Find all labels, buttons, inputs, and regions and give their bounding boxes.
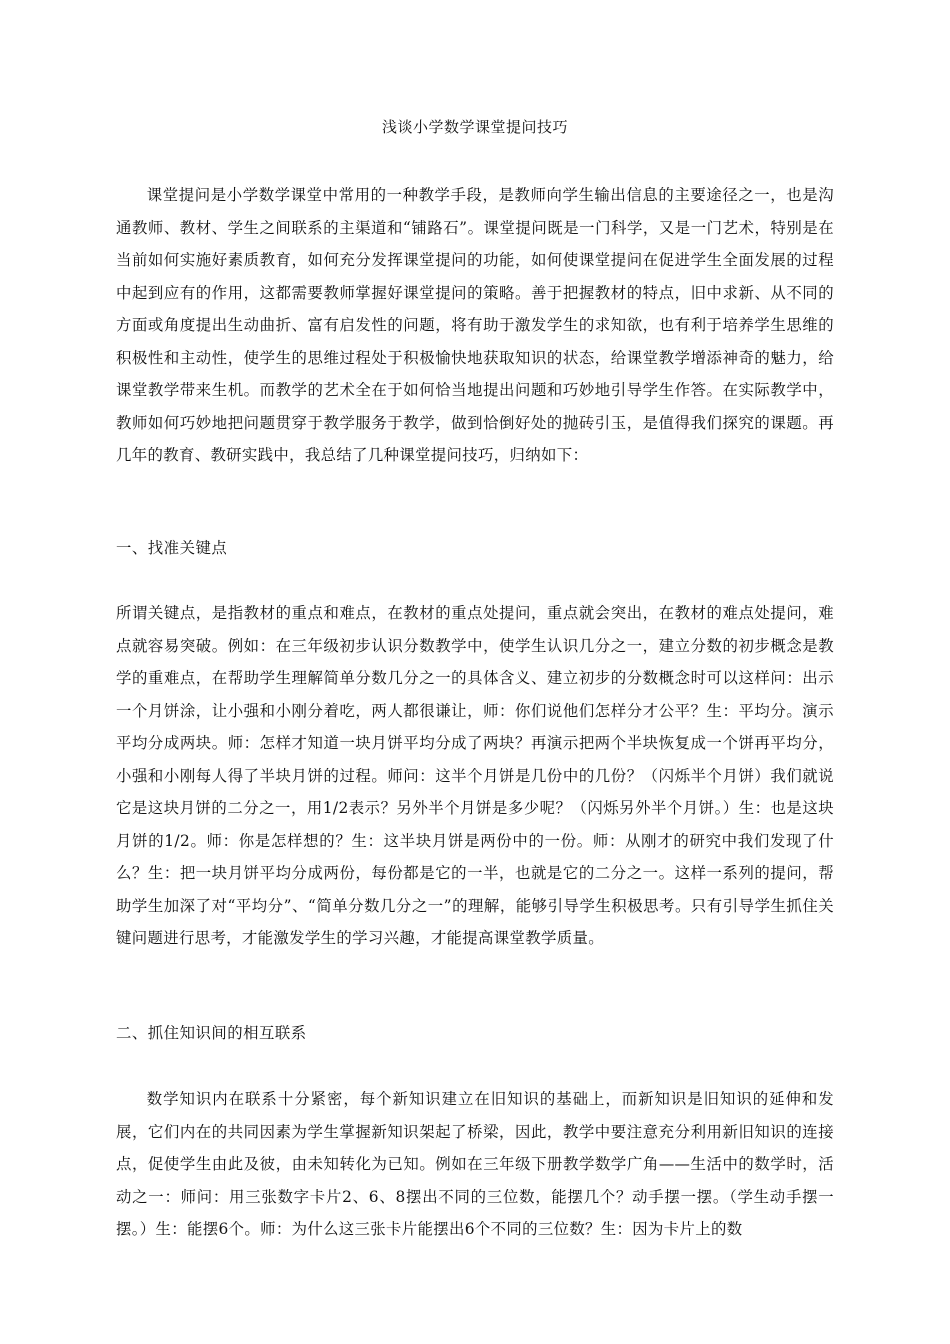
document-title: 浅谈小学数学课堂提问技巧 (381, 118, 568, 136)
section-2-paragraph: 数学知识内在联系十分紧密，每个新知识建立在旧知识的基础上，而新知识是旧知识的延伸和发展，它们内在的共同因素为学生掌握新知识架起了桥梁，因此，教学中要注意充分利用新旧知识的连接点，促使学生由此及彼，由未知转化为已知。例如在三年级下册教学数学广角——生活中的数学时，活动之一：师问：用三张数字卡片2、6、8摆出不同的三位数，能摆几个？动手摆一摆。（学生动手摆一摆。）生：能摆6个。师：为什么这三张卡片能摆出6个不同的三位数？生：因为卡片上的数 (116, 1090, 834, 1238)
section-2-heading: 二、抓住知识间的相互联系 (116, 1024, 307, 1042)
section-1-paragraph: 所谓关键点，是指教材的重点和难点，在教材的重点处提问，重点就会突出，在教材的难点处提问，难点就容易突破。例如：在三年级初步认识分数教学中，使学生认识几分之一，建立分数的初步概念是教学的重难点，在帮助学生理解简单分数几分之一的具体含义、建立初步的分数概念时可以这样问：出示一个月饼涂，让小强和小刚分着吃，两人都很谦让，师：你们说他们怎样分才公平？生：平均分。演示平均分成两块。师：怎样才知道一块月饼平均分成了两块？再演示把两个半块恢复成一个饼再平均分，小强和小刚每人得了半块月饼的过程。师问：这半个月饼是几份中的几份？（闪烁半个月饼）我们就说它是这块月饼的二分之一，用1/2表示？另外半个月饼是多少呢？（闪烁另外半个月饼。）生：也是这块月饼的1/2。师：你是怎样想的？生：这半块月饼是两份中的一份。师：从刚才的研究中我们发现了什么？生：把一块月饼平均分成两份，每份都是它的一半，也就是它的二分之一。这样一系列的提问，帮助学生加深了对“平均分”、“简单分数几分之一”的理解，能够引导学生积极思考。只有引导学生抓住关键问题进行思考，才能激发学生的学习兴趣，才能提高课堂教学质量。 (116, 604, 834, 947)
intro-paragraph: 课堂提问是小学数学课堂中常用的一种教学手段，是教师向学生输出信息的主要途径之一，也是沟通教师、教材、学生之间联系的主渠道和“铺路石”。课堂提问既是一门科学，又是一门艺术，特别是在当前如何实施好素质教育，如何充分发挥课堂提问的功能，如何使课堂提问在促进学生全面发展的过程中起到应有的作用，这都需要教师掌握好课堂提问的策略。善于把握教材的特点，旧中求新、从不同的方面或角度提出生动曲折、富有启发性的问题，将有助于激发学生的求知欲，也有利于培养学生思维的积极性和主动性，使学生的思维过程处于积极愉快地获取知识的状态，给课堂教学增添神奇的魅力，给课堂教学带来生机。而教学的艺术全在于如何恰当地提出问题和巧妙地引导学生作答。在实际教学中，教师如何巧妙地把问题贯穿于教学服务于教学，做到恰倒好处的抛砖引玉，是值得我们探究的课题。再几年的教育、教研实践中，我总结了几种课堂提问技巧，归纳如下： (116, 186, 834, 464)
section-1-heading: 一、找准关键点 (116, 539, 228, 557)
